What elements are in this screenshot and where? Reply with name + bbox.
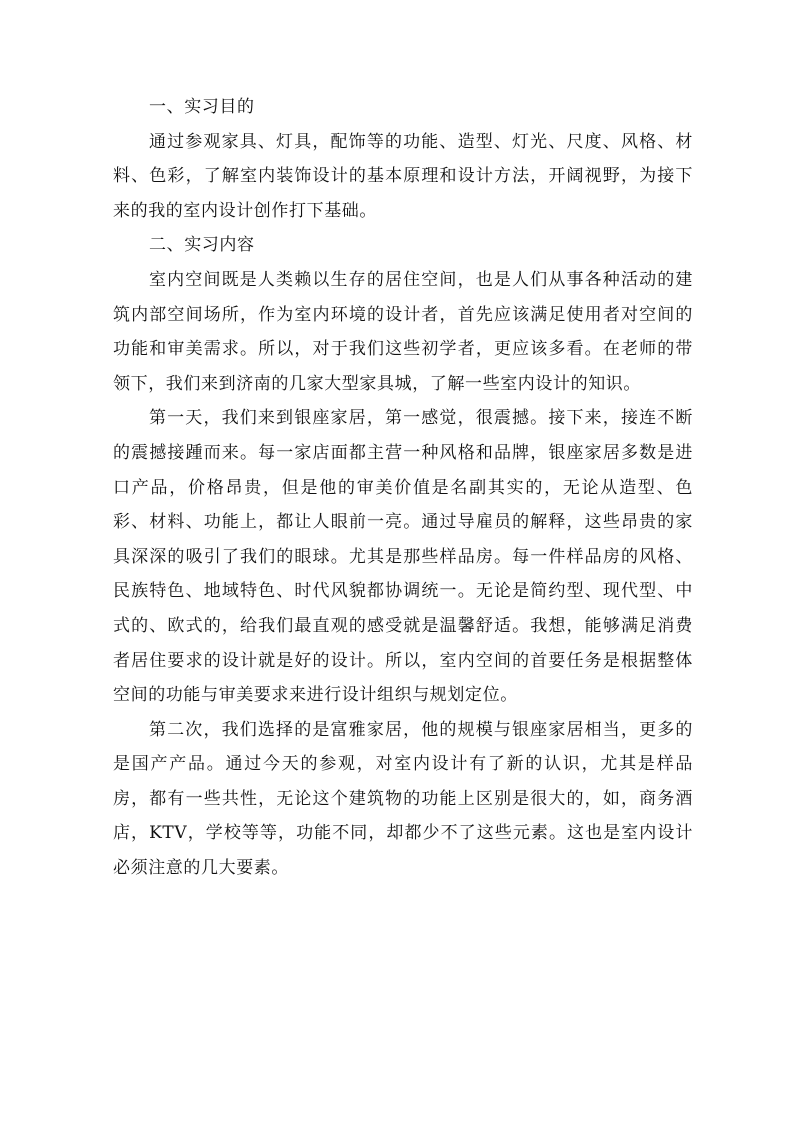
section-heading-content: 二、实习内容 (149, 235, 255, 256)
document-body (113, 90, 693, 886)
content-paragraph-second-visit: 第二次，我们选择的是富雅家居，他的规模与银座家居相当，更多的是国产产品。通过今天的参观，对室内设计有了新的认识，尤其是样品房，都有一些共性，无论这个建筑物的功能上区别是很大的，如，商务酒店，KTV，学校等等，功能不同，却都少不了这些元素。这也是室内设计必须注意的几大要素。 (113, 719, 693, 879)
purpose-paragraph: 通过参观家具、灯具，配饰等的功能、造型、灯光、尺度、风格、材料、色彩，了解室内装饰设计的基本原理和设计方法，开阔视野，为接下来的我的室内设计创作打下基础。 (113, 131, 693, 221)
content-paragraph-day-one: 第一天，我们来到银座家居，第一感觉，很震撼。接下来，接连不断的震撼接踵而来。每一家店面都主营一种风格和品牌，银座家居多数是进口产品，价格昂贵，但是他的审美价值是名副其实的，无论从造型、色彩、材料、功能上，都让人眼前一亮。通过导雇员的解释，这些昂贵的家具深深的吸引了我们的眼球。尤其是那些样品房。每一件样品房的风格、民族特色、地域特色、时代风貌都协调统一。无论是简约型、现代型、中式的、欧式的，给我们最直观的感受就是温馨舒适。我想，能够满足消费者居住要求的设计就是好的设计。所以，室内空间的首要任务是根据整体空间的功能与审美要求来进行设计组织与规划定位。 (113, 408, 693, 706)
content-paragraph-intro: 室内空间既是人类赖以生存的居住空间，也是人们从事各种活动的建筑内部空间场所，作为室内环境的设计者，首先应该满足使用者对空间的功能和审美需求。所以，对于我们这些初学者，更应该多看。在老师的带领下，我们来到济南的几家大型家具城，了解一些室内设计的知识。 (113, 269, 693, 394)
section-heading-purpose: 一、实习目的 (149, 97, 255, 117)
